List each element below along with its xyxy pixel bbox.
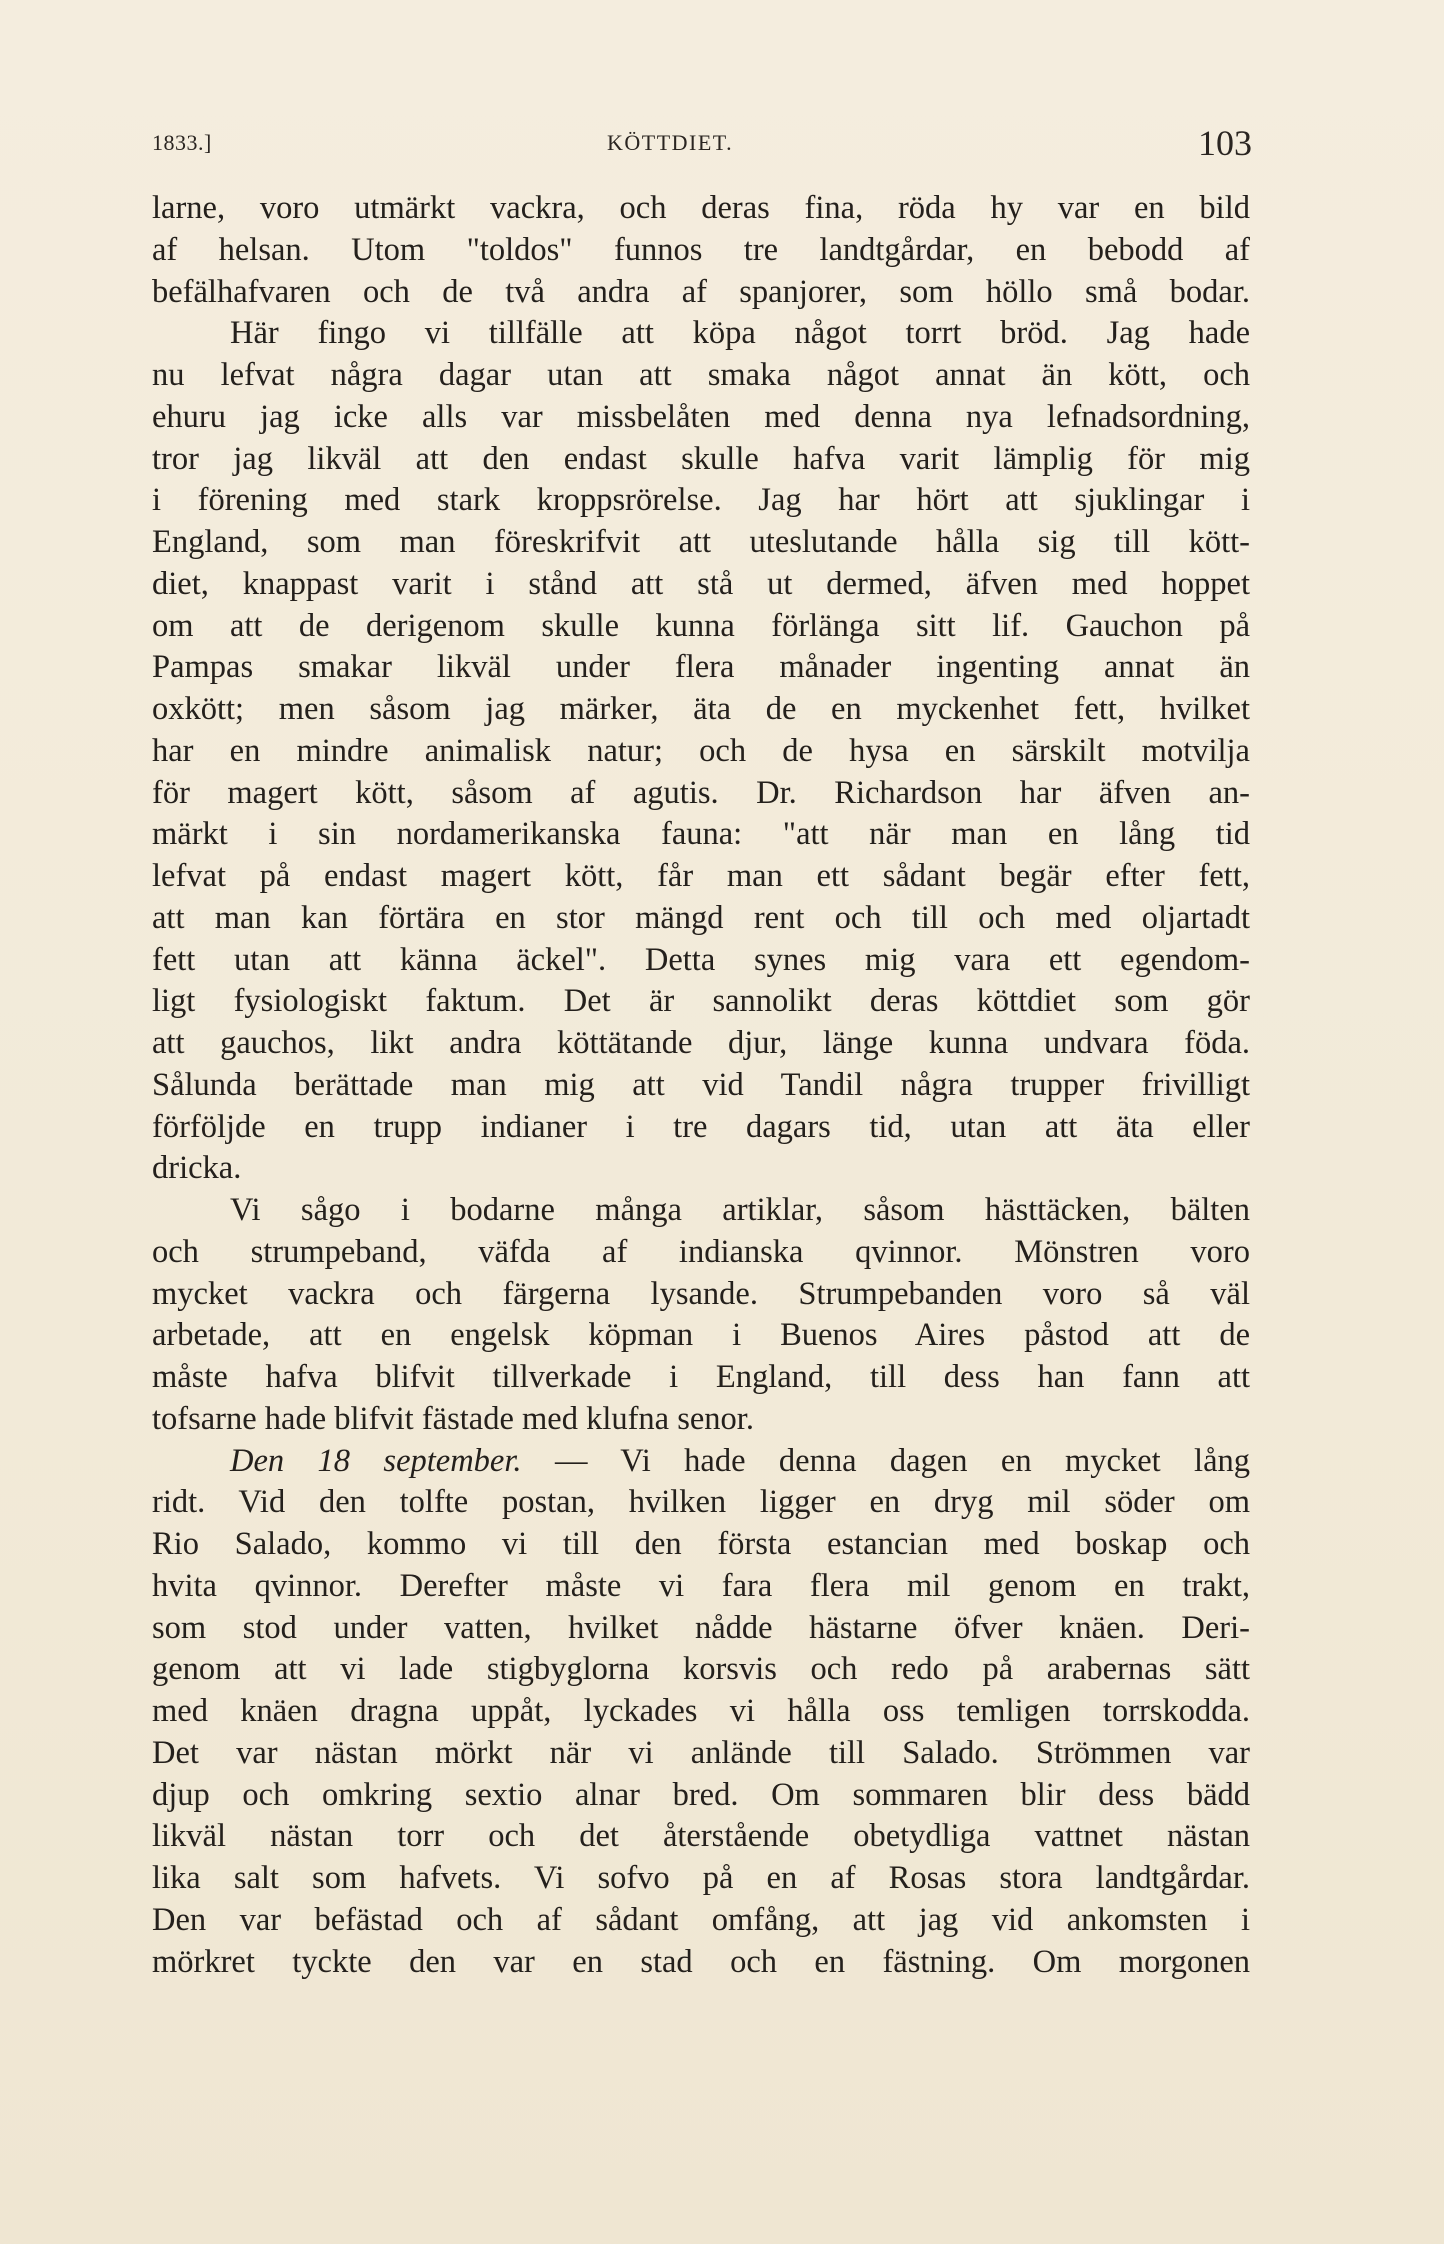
text-line: ligt fysiologiskt faktum. Det är sannolikt deras köttdiet som gör xyxy=(152,983,1250,1020)
text-line: fett utan att känna äckel". Detta synes mig vara ett egendom- xyxy=(152,941,1250,978)
text-line: lika salt som hafvets. Vi sofvo på en af Rosas stora landtgårdar. xyxy=(152,1860,1250,1896)
text-line: måste hafva blifvit tillverkade i England, till dess han fann att xyxy=(152,1359,1250,1395)
text-line: har en mindre animalisk natur; och de hysa en särskilt motvilja xyxy=(152,732,1250,769)
page-number: 103 xyxy=(1198,123,1252,163)
text-line: larne, voro utmärkt vackra, och deras fina, röda hy var en bild xyxy=(152,190,1250,226)
text-line: lefvat på endast magert kött, får man ett sådant begär efter fett, xyxy=(152,858,1250,894)
text-line: förföljde en trupp indianer i tre dagars tid, utan att äta eller xyxy=(152,1108,1250,1145)
text-line-dated xyxy=(152,1441,1250,1483)
text-line: Den var befästad och af sådant omfång, att jag vid ankomsten i xyxy=(152,1901,1250,1938)
dated-line-text: — Vi hade denna dagen en mycket lång xyxy=(554,1442,1250,1479)
text-line: djup och omkring sextio alnar bred. Om sommaren blir dess bädd xyxy=(152,1776,1250,1813)
text-line: Sålunda berättade man mig att vid Tandil några trupper frivilligt xyxy=(152,1066,1250,1103)
text-line: genom att vi lade stigbyglorna korsvis och redo på arabernas sätt xyxy=(152,1651,1250,1688)
text-line: England, som man föreskrifvit att uteslutande hålla sig till kött- xyxy=(152,524,1250,560)
text-line: likväl nästan torr och det återstående obetydliga vattnet nästan xyxy=(152,1818,1250,1855)
text-line: Rio Salado, kommo vi till den första estancian med boskap och xyxy=(152,1526,1250,1562)
text-line: mörkret tyckte den var en stad och en fästning. Om morgonen xyxy=(152,1943,1250,1980)
body-text xyxy=(152,188,1250,1983)
running-head xyxy=(152,122,1252,162)
text-line: om att de derigenom skulle kunna förlänga sitt lif. Gauchon på xyxy=(152,607,1250,644)
text-line: att man kan förtära en stor mängd rent och till och med oljartadt xyxy=(152,899,1250,936)
text-line: arbetade, att en engelsk köpman i Buenos Aires påstod att de xyxy=(152,1317,1250,1354)
text-line: Det var nästan mörkt när vi anlände till Salado. Strömmen var xyxy=(152,1734,1250,1771)
text-line: Vi sågo i bodarne många artiklar, såsom hästtäcken, bälten xyxy=(230,1192,1250,1228)
text-line: Pampas smakar likväl under flera månader ingenting annat än xyxy=(152,649,1250,686)
text-line: nu lefvat några dagar utan att smaka något annat än kött, och xyxy=(152,357,1250,393)
text-line: tofsarne hade blifvit fästade med klufna senor. xyxy=(152,1400,754,1437)
date-heading: Den 18 september. xyxy=(230,1442,522,1479)
text-line: oxkött; men såsom jag märker, äta de en myckenhet fett, hvilket xyxy=(152,691,1250,727)
text-line: som stod under vatten, hvilket nådde hästarne öfver knäen. Deri- xyxy=(152,1609,1250,1646)
text-line: dricka. xyxy=(152,1150,242,1187)
text-line: mycket vackra och färgerna lysande. Strumpebanden voro så väl xyxy=(152,1275,1250,1312)
text-line: Här fingo vi tillfälle att köpa något torrt bröd. Jag hade xyxy=(230,315,1250,352)
text-line: märkt i sin nordamerikanska fauna: "att när man en lång tid xyxy=(152,816,1250,853)
text-line: hvita qvinnor. Derefter måste vi fara flera mil genom en trakt, xyxy=(152,1567,1250,1604)
text-line: och strumpeband, väfda af indianska qvinnor. Mönstren voro xyxy=(152,1233,1250,1270)
text-line: med knäen dragna uppåt, lyckades vi hålla oss temligen torrskodda. xyxy=(152,1693,1250,1729)
header-title: KÖTTDIET. xyxy=(607,130,734,155)
header-year: 1833.] xyxy=(152,130,212,155)
text-line: i förening med stark kroppsrörelse. Jag har hört att sjuklingar i xyxy=(152,482,1250,519)
text-line: tror jag likväl att den endast skulle hafva varit lämplig för mig xyxy=(152,440,1250,477)
text-line: ridt. Vid den tolfte postan, hvilken ligger en dryg mil söder om xyxy=(152,1484,1250,1521)
text-line: diet, knappast varit i stånd att stå ut dermed, äfven med hoppet xyxy=(152,565,1250,602)
text-line: att gauchos, likt andra köttätande djur, länge kunna undvara föda. xyxy=(152,1025,1250,1061)
text-line: ehuru jag icke alls var missbelåten med denna nya lefnadsordning, xyxy=(152,398,1250,435)
text-line: för magert kött, såsom af agutis. Dr. Richardson har äfven an- xyxy=(152,774,1250,811)
text-line: befälhafvaren och de två andra af spanjorer, som höllo små bodar. xyxy=(152,273,1250,310)
text-line: af helsan. Utom "toldos" funnos tre landtgårdar, en bebodd af xyxy=(152,231,1250,268)
